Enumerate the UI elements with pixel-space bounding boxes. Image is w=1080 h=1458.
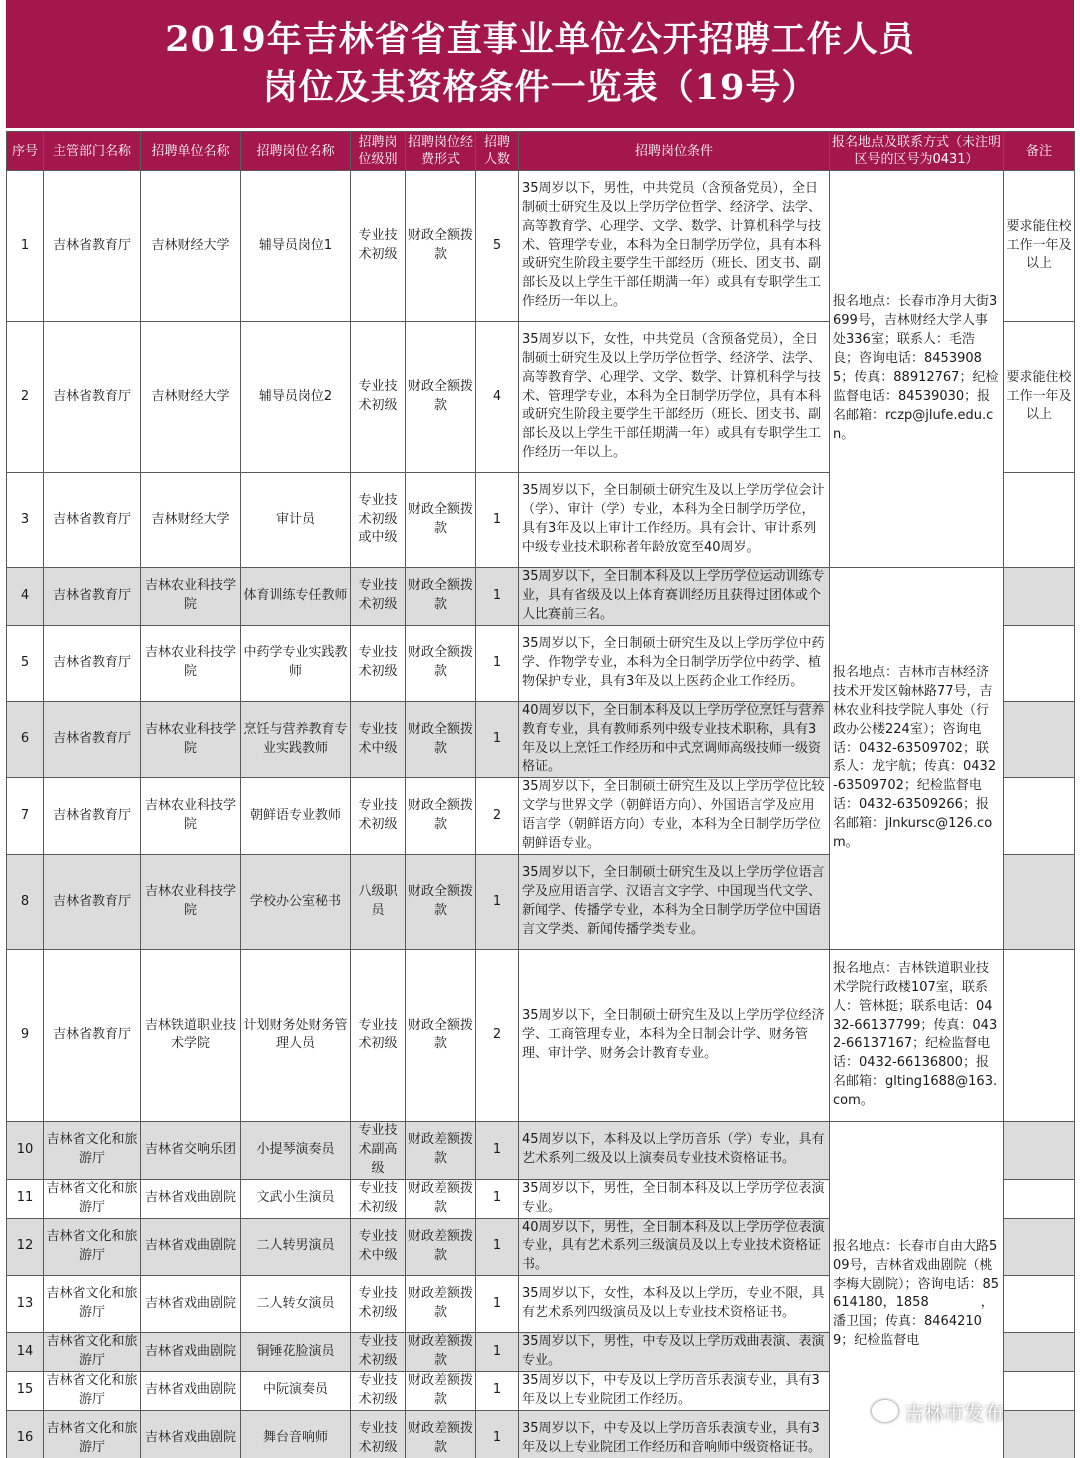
table-row [7, 171, 1075, 322]
cell-dept: 吉林省教育厅 [44, 949, 141, 1121]
cell-cond: 35周岁以下，男性，中共党员（含预备党员），全日制硕士研究生及以上学历学位哲学、经济学、法学、高等教育学、心理学、文学、数学、计算机科学与技术、管理学专业，本科为全日制学历学位，具有本科或研究生阶段主要学生干部经历（班长、团支书、副部长及以上学生干部任期满一年）或具有专职学生工作经历一年以上。 [519, 171, 830, 322]
cell-level: 专业技术初级 [351, 1179, 406, 1218]
cell-note [1004, 778, 1075, 855]
cell-cond: 35周岁以下，全日制硕士研究生及以上学历学位会计（学）、审计（学）专业，本科为全日制学历学位，具有3年及以上审计工作经历。具有会计、审计系列中级专业技术职称者年龄放宽至40周岁。 [519, 473, 830, 568]
cell-fund: 财政全额拨款 [406, 625, 476, 701]
cell-cond: 45周岁以下，本科及以上学历音乐（学）专业，具有艺术系列二级及以上演奏员专业技术资格证书。 [519, 1121, 830, 1179]
wechat-icon [872, 1400, 898, 1422]
cell-num: 1 [476, 701, 519, 778]
cell-no: 11 [7, 1179, 44, 1218]
cell-no: 14 [7, 1333, 44, 1372]
cell-unit: 吉林省戏曲剧院 [141, 1372, 241, 1411]
cell-note [1004, 1179, 1075, 1218]
cell-post: 学校办公室秘书 [241, 854, 351, 949]
cell-note [1004, 568, 1075, 626]
cell-unit: 吉林省戏曲剧院 [141, 1218, 241, 1276]
header-dept: 主管部门名称 [44, 132, 141, 171]
cell-unit: 吉林农业科技学院 [141, 568, 241, 626]
cell-no: 12 [7, 1218, 44, 1276]
cell-cond: 35周岁以下，全日制硕士研究生及以上学历学位中药学、作物学专业，本科为全日制学历学位中药学、植物保护专业，具有3年及以上医药企业工作经历。 [519, 625, 830, 701]
cell-num: 1 [476, 1218, 519, 1276]
cell-unit: 吉林农业科技学院 [141, 854, 241, 949]
header-level: 招聘岗位级别 [351, 132, 406, 171]
header-unit: 招聘单位名称 [141, 132, 241, 171]
cell-unit: 吉林铁道职业技术学院 [141, 949, 241, 1121]
cell-unit: 吉林省交响乐团 [141, 1121, 241, 1179]
title-banner [6, 0, 1074, 128]
cell-post: 中阮演奏员 [241, 1372, 351, 1411]
cell-unit: 吉林省戏曲剧院 [141, 1410, 241, 1458]
cell-note [1004, 625, 1075, 701]
cell-num: 1 [476, 854, 519, 949]
cell-dept: 吉林省教育厅 [44, 322, 141, 473]
cell-num: 1 [476, 1410, 519, 1458]
cell-num: 1 [476, 473, 519, 568]
cell-note [1004, 1333, 1075, 1372]
cell-unit: 吉林财经大学 [141, 322, 241, 473]
cell-no: 15 [7, 1372, 44, 1411]
header-fund: 招聘岗位经费形式 [406, 132, 476, 171]
cell-fund: 财政全额拨款 [406, 949, 476, 1121]
cell-post: 计划财务处财务管理人员 [241, 949, 351, 1121]
cell-post: 辅导员岗位2 [241, 322, 351, 473]
cell-level: 专业技术初级 [351, 1333, 406, 1372]
cell-unit: 吉林财经大学 [141, 171, 241, 322]
cell-fund: 财政全额拨款 [406, 701, 476, 778]
cell-num: 1 [476, 1333, 519, 1372]
cell-level: 八级职员 [351, 854, 406, 949]
cell-post: 二人转男演员 [241, 1218, 351, 1276]
cell-num: 5 [476, 171, 519, 322]
cell-no: 13 [7, 1276, 44, 1333]
cell-cond: 35周岁以下，中专及以上学历音乐表演专业，具有3年及以上专业院团工作经历。 [519, 1372, 830, 1411]
cell-post: 文武小生演员 [241, 1179, 351, 1218]
cell-dept: 吉林省文化和旅游厅 [44, 1333, 141, 1372]
cell-level: 专业技术初级 [351, 1372, 406, 1411]
cell-cond: 40周岁以下，全日制本科及以上学历学位烹饪与营养教育专业，具有教师系列中级专业技术职称，具有3年及以上烹饪工作经历和中式烹调师高级技师一级资格证。 [519, 701, 830, 778]
cell-note: 要求能住校工作一年及以上 [1004, 171, 1075, 322]
cell-level: 专业技术副高级 [351, 1121, 406, 1179]
cell-cond: 35周岁以下，男性，中专及以上学历戏曲表演、表演专业。 [519, 1333, 830, 1372]
cell-level: 专业技术中级 [351, 1218, 406, 1276]
cell-contact: 报名地点：长春市自由大路509号，吉林省戏曲剧院（桃李梅大剧院）；咨询电话：85614180，1858 ，潘卫国；传真：84642109；纪检监督电 [830, 1121, 1004, 1458]
cell-dept: 吉林省文化和旅游厅 [44, 1121, 141, 1179]
cell-level: 专业技术初级 [351, 1276, 406, 1333]
cell-unit: 吉林财经大学 [141, 473, 241, 568]
cell-num: 2 [476, 949, 519, 1121]
cell-level: 专业技术初级 [351, 171, 406, 322]
cell-contact: 报名地点：吉林市吉林经济技术开发区翰林路77号，吉林农业科技学院人事处（行政办公楼224室）；咨询电话：0432-63509702；联系人：龙宇航；传真：0432-63509702；纪检监督电话：0432-63509266；报名邮箱：jlnkursc@126.com。 [830, 568, 1004, 950]
cell-post: 中药学专业实践教师 [241, 625, 351, 701]
cell-dept: 吉林省教育厅 [44, 171, 141, 322]
title-line-1: 2019年吉林省省直事业单位公开招聘工作人员 [165, 19, 915, 60]
cell-cond: 35周岁以下，女性，中共党员（含预备党员），全日制硕士研究生及以上学历学位哲学、经济学、法学、高等教育学、心理学、文学、数学、计算机科学与技术、管理学专业，本科为全日制学历学位，具有本科或研究生阶段主要学生干部经历（班长、团支书、副部长及以上学生干部任期满一年）或具有专职学生工作经历一年以上。 [519, 322, 830, 473]
header-contact: 报名地点及联系方式（未注明区号的区号为0431） [830, 132, 1004, 171]
cell-fund: 财政差额拨款 [406, 1218, 476, 1276]
watermark [872, 1396, 1062, 1426]
cell-unit: 吉林省戏曲剧院 [141, 1276, 241, 1333]
cell-note: 要求能住校工作一年及以上 [1004, 322, 1075, 473]
cell-no: 7 [7, 778, 44, 855]
cell-note [1004, 1218, 1075, 1276]
cell-post: 体育训练专任教师 [241, 568, 351, 626]
cell-level: 专业技术初级或中级 [351, 473, 406, 568]
cell-unit: 吉林农业科技学院 [141, 778, 241, 855]
cell-fund: 财政差额拨款 [406, 1410, 476, 1458]
cell-fund: 财政差额拨款 [406, 1179, 476, 1218]
cell-fund: 财政差额拨款 [406, 1121, 476, 1179]
cell-post: 铜锤花脸演员 [241, 1333, 351, 1372]
cell-cond: 40周岁以下，男性，全日制本科及以上学历学位表演专业，具有艺术系列三级演员及以上专业技术资格证书。 [519, 1218, 830, 1276]
cell-num: 1 [476, 1372, 519, 1411]
cell-num: 1 [476, 1276, 519, 1333]
cell-no: 6 [7, 701, 44, 778]
watermark-text: 吉林市发布 [904, 1400, 1004, 1425]
header-num: 招聘人数 [476, 132, 519, 171]
cell-dept: 吉林省文化和旅游厅 [44, 1372, 141, 1411]
cell-dept: 吉林省教育厅 [44, 778, 141, 855]
cell-post: 审计员 [241, 473, 351, 568]
cell-no: 10 [7, 1121, 44, 1179]
cell-level: 专业技术初级 [351, 949, 406, 1121]
cell-post: 小提琴演奏员 [241, 1121, 351, 1179]
cell-no: 2 [7, 322, 44, 473]
cell-post: 舞台音响师 [241, 1410, 351, 1458]
cell-post: 烹饪与营养教育专业实践教师 [241, 701, 351, 778]
header-row [7, 132, 1075, 171]
cell-post: 朝鲜语专业教师 [241, 778, 351, 855]
header-no: 序号 [7, 132, 44, 171]
cell-fund: 财政全额拨款 [406, 322, 476, 473]
cell-note [1004, 1276, 1075, 1333]
table-row [7, 568, 1075, 626]
cell-unit: 吉林省戏曲剧院 [141, 1333, 241, 1372]
cell-num: 4 [476, 322, 519, 473]
header-cond: 招聘岗位条件 [519, 132, 830, 171]
cell-num: 1 [476, 1121, 519, 1179]
cell-level: 专业技术中级 [351, 701, 406, 778]
cell-fund: 财政全额拨款 [406, 778, 476, 855]
cell-cond: 35周岁以下，全日制硕士研究生及以上学历学位经济学、工商管理专业，本科为全日制会计学、财务管理、审计学、财务会计教育专业。 [519, 949, 830, 1121]
cell-dept: 吉林省文化和旅游厅 [44, 1276, 141, 1333]
cell-note [1004, 1121, 1075, 1179]
cell-fund: 财政差额拨款 [406, 1276, 476, 1333]
cell-cond: 35周岁以下，中专及以上学历音乐表演专业，具有3年及以上专业院团工作经历和音响师中级资格证书。 [519, 1410, 830, 1458]
cell-no: 4 [7, 568, 44, 626]
cell-num: 1 [476, 568, 519, 626]
cell-level: 专业技术初级 [351, 625, 406, 701]
cell-dept: 吉林省教育厅 [44, 854, 141, 949]
cell-fund: 财政全额拨款 [406, 473, 476, 568]
cell-note [1004, 949, 1075, 1121]
cell-dept: 吉林省文化和旅游厅 [44, 1218, 141, 1276]
cell-note [1004, 473, 1075, 568]
cell-fund: 财政差额拨款 [406, 1333, 476, 1372]
cell-fund: 财政全额拨款 [406, 568, 476, 626]
table-row [7, 949, 1075, 1121]
cell-dept: 吉林省教育厅 [44, 625, 141, 701]
cell-contact: 报名地点：长春市净月大街3699号，吉林财经大学人事处336室；联系人：毛浩良；咨询电话：84539085；传真：88912767；纪检监督电话：84539030；报名邮箱：rczp@jlufe.edu.cn。 [830, 171, 1004, 568]
cell-note [1004, 701, 1075, 778]
cell-dept: 吉林省文化和旅游厅 [44, 1410, 141, 1458]
cell-no: 9 [7, 949, 44, 1121]
cell-no: 1 [7, 171, 44, 322]
table-row [7, 1121, 1075, 1179]
cell-dept: 吉林省教育厅 [44, 568, 141, 626]
cell-no: 16 [7, 1410, 44, 1458]
cell-cond: 35周岁以下，男性，全日制本科及以上学历学位表演专业。 [519, 1179, 830, 1218]
cell-fund: 财政差额拨款 [406, 1372, 476, 1411]
cell-level: 专业技术初级 [351, 322, 406, 473]
cell-num: 1 [476, 1179, 519, 1218]
cell-cond: 35周岁以下，全日制硕士研究生及以上学历学位比较文学与世界文学（朝鲜语方向）、外国语言学及应用语言学（朝鲜语方向）专业，本科为全日制学历学位朝鲜语专业。 [519, 778, 830, 855]
cell-level: 专业技术初级 [351, 1410, 406, 1458]
cell-level: 专业技术初级 [351, 778, 406, 855]
cell-num: 1 [476, 625, 519, 701]
cell-post: 辅导员岗位1 [241, 171, 351, 322]
cell-no: 3 [7, 473, 44, 568]
cell-fund: 财政全额拨款 [406, 854, 476, 949]
cell-unit: 吉林农业科技学院 [141, 701, 241, 778]
cell-note [1004, 854, 1075, 949]
cell-cond: 35周岁以下，全日制本科及以上学历学位运动训练专业，具有省级及以上体育赛训经历且获得过团体或个人比赛前三名。 [519, 568, 830, 626]
cell-fund: 财政全额拨款 [406, 171, 476, 322]
cell-post: 二人转女演员 [241, 1276, 351, 1333]
cell-dept: 吉林省文化和旅游厅 [44, 1179, 141, 1218]
cell-no: 5 [7, 625, 44, 701]
cell-unit: 吉林农业科技学院 [141, 625, 241, 701]
cell-cond: 35周岁以下，女性，本科及以上学历，专业不限，具有艺术系列四级演员及以上专业技术资格证书。 [519, 1276, 830, 1333]
cell-no: 8 [7, 854, 44, 949]
cell-contact: 报名地点：吉林铁道职业技术学院行政楼107室，联系人：管林挺；联系电话：0432-66137799；传真：0432-66137167；纪检监督电话：0432-66136800；报名邮箱：glting1688@163.com。 [830, 949, 1004, 1121]
header-note: 备注 [1004, 132, 1075, 171]
cell-cond: 35周岁以下，全日制硕士研究生及以上学历学位语言学及应用语言学、汉语言文字学、中国现当代文学、新闻学、传播学专业，本科为全日制学历学位中国语言文学类、新闻传播学类专业。 [519, 854, 830, 949]
cell-num: 2 [476, 778, 519, 855]
cell-unit: 吉林省戏曲剧院 [141, 1179, 241, 1218]
cell-dept: 吉林省教育厅 [44, 701, 141, 778]
recruitment-table [6, 131, 1075, 1458]
header-post: 招聘岗位名称 [241, 132, 351, 171]
cell-dept: 吉林省教育厅 [44, 473, 141, 568]
title-line-2: 岗位及其资格条件一览表（19号） [262, 67, 818, 108]
cell-level: 专业技术初级 [351, 568, 406, 626]
